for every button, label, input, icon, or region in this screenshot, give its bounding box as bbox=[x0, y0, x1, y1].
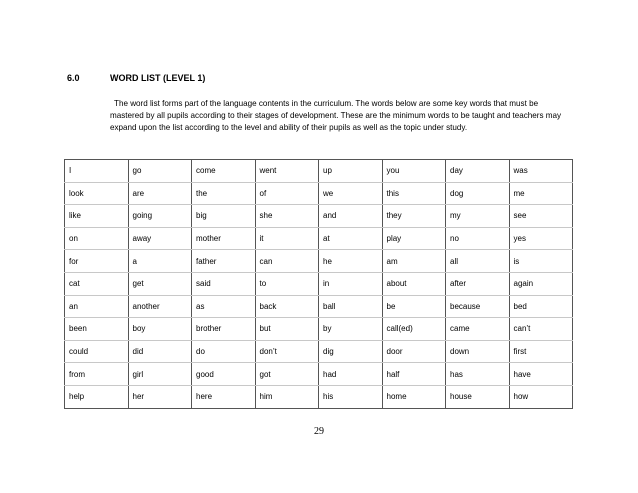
word-cell: this bbox=[382, 182, 446, 205]
word-cell: by bbox=[319, 318, 383, 341]
word-cell: dog bbox=[446, 182, 510, 205]
word-cell: another bbox=[128, 295, 192, 318]
word-cell: day bbox=[446, 160, 510, 183]
word-cell: but bbox=[255, 318, 319, 341]
word-cell: first bbox=[509, 340, 573, 363]
word-cell: did bbox=[128, 340, 192, 363]
word-list-body bbox=[65, 160, 573, 409]
table-row bbox=[65, 363, 573, 386]
word-cell: they bbox=[382, 205, 446, 228]
section-number: 6.0 bbox=[67, 73, 80, 83]
word-cell: can bbox=[255, 250, 319, 273]
word-cell: an bbox=[65, 295, 129, 318]
word-cell: home bbox=[382, 385, 446, 408]
word-cell: how bbox=[513, 392, 529, 402]
word-cell: been bbox=[65, 318, 129, 341]
word-cell: at bbox=[319, 227, 383, 250]
word-cell: the bbox=[192, 182, 256, 205]
word-cell: can’t bbox=[509, 318, 573, 341]
word-cell: like bbox=[65, 205, 129, 228]
word-cell: help bbox=[65, 385, 129, 408]
word-cell: back bbox=[255, 295, 319, 318]
word-cell: on bbox=[65, 227, 129, 250]
word-cell: his bbox=[319, 385, 383, 408]
word-cell: do bbox=[192, 340, 256, 363]
word-cell: said bbox=[192, 272, 256, 295]
word-cell: ball bbox=[319, 295, 383, 318]
word-cell: you bbox=[382, 160, 446, 183]
word-cell: go bbox=[128, 160, 192, 183]
word-cell: has bbox=[446, 363, 510, 386]
word-cell: her bbox=[128, 385, 192, 408]
word-cell: him bbox=[255, 385, 319, 408]
table-row bbox=[65, 160, 573, 183]
word-cell: went bbox=[255, 160, 319, 183]
word-cell: are bbox=[128, 182, 192, 205]
word-cell: in bbox=[319, 272, 383, 295]
word-cell: here bbox=[192, 385, 256, 408]
word-cell: a bbox=[128, 250, 192, 273]
word-cell: we bbox=[319, 182, 383, 205]
word-cell: boy bbox=[128, 318, 192, 341]
word-cell: she bbox=[255, 205, 319, 228]
intro-paragraph: The word list forms part of the language contents in the curriculum. The words below are some key words that must be mastered by all pupils according to their stages of development. These are the minimum words to be taught and teachers may expand upon the list according to the level and ability of their pupils as well as the topic under study. bbox=[110, 99, 562, 133]
word-cell: father bbox=[192, 250, 256, 273]
word-cell: away bbox=[128, 227, 192, 250]
word-cell: it bbox=[255, 227, 319, 250]
word-cell: to bbox=[255, 272, 319, 295]
word-cell: of bbox=[255, 182, 319, 205]
word-cell: door bbox=[382, 340, 446, 363]
word-cell: play bbox=[382, 227, 446, 250]
word-cell: no bbox=[446, 227, 510, 250]
word-cell: mother bbox=[192, 227, 256, 250]
table-row bbox=[65, 318, 573, 341]
word-cell: am bbox=[382, 250, 446, 273]
word-cell: look bbox=[65, 182, 129, 205]
word-cell: bed bbox=[509, 295, 573, 318]
word-cell: and bbox=[319, 205, 383, 228]
word-cell: cat bbox=[65, 272, 129, 295]
word-cell: was bbox=[509, 160, 573, 183]
word-cell: got bbox=[255, 363, 319, 386]
section-title: WORD LIST (LEVEL 1) bbox=[110, 73, 206, 83]
word-cell: my bbox=[446, 205, 510, 228]
word-cell: dig bbox=[319, 340, 383, 363]
word-cell: house bbox=[446, 385, 510, 408]
table-row bbox=[65, 295, 573, 318]
word-cell: come bbox=[192, 160, 256, 183]
table-row bbox=[65, 272, 573, 295]
word-cell: about bbox=[382, 272, 446, 295]
word-cell: because bbox=[446, 295, 510, 318]
word-cell: all bbox=[446, 250, 510, 273]
word-cell: don’t bbox=[255, 340, 319, 363]
word-cell: as bbox=[192, 295, 256, 318]
word-cell: see bbox=[509, 205, 573, 228]
word-cell: I bbox=[65, 160, 129, 183]
word-cell: again bbox=[509, 272, 573, 295]
table-row bbox=[65, 182, 573, 205]
word-cell: have bbox=[509, 363, 573, 386]
table-row bbox=[65, 205, 573, 228]
word-cell: brother bbox=[192, 318, 256, 341]
page-number: 29 bbox=[314, 426, 324, 437]
word-cell: came bbox=[446, 318, 510, 341]
table-row bbox=[65, 227, 573, 250]
word-cell: going bbox=[128, 205, 192, 228]
word-list-table bbox=[64, 159, 573, 409]
word-cell: is bbox=[509, 250, 573, 273]
word-cell: had bbox=[319, 363, 383, 386]
word-cell: up bbox=[319, 160, 383, 183]
word-cell: girl bbox=[128, 363, 192, 386]
word-cell: get bbox=[128, 272, 192, 295]
word-cell: from bbox=[65, 363, 129, 386]
word-cell: me bbox=[509, 182, 573, 205]
word-cell: down bbox=[446, 340, 510, 363]
table-row bbox=[65, 340, 573, 363]
word-cell: after bbox=[446, 272, 510, 295]
table-row bbox=[65, 385, 573, 408]
word-cell: could bbox=[65, 340, 129, 363]
word-cell: big bbox=[192, 205, 256, 228]
word-cell: half bbox=[382, 363, 446, 386]
word-cell: yes bbox=[509, 227, 573, 250]
section-heading bbox=[67, 73, 205, 83]
word-cell: for bbox=[65, 250, 129, 273]
table-row bbox=[65, 250, 573, 273]
word-cell: be bbox=[382, 295, 446, 318]
word-cell: good bbox=[192, 363, 256, 386]
word-cell: he bbox=[319, 250, 383, 273]
word-cell: call(ed) bbox=[382, 318, 446, 341]
